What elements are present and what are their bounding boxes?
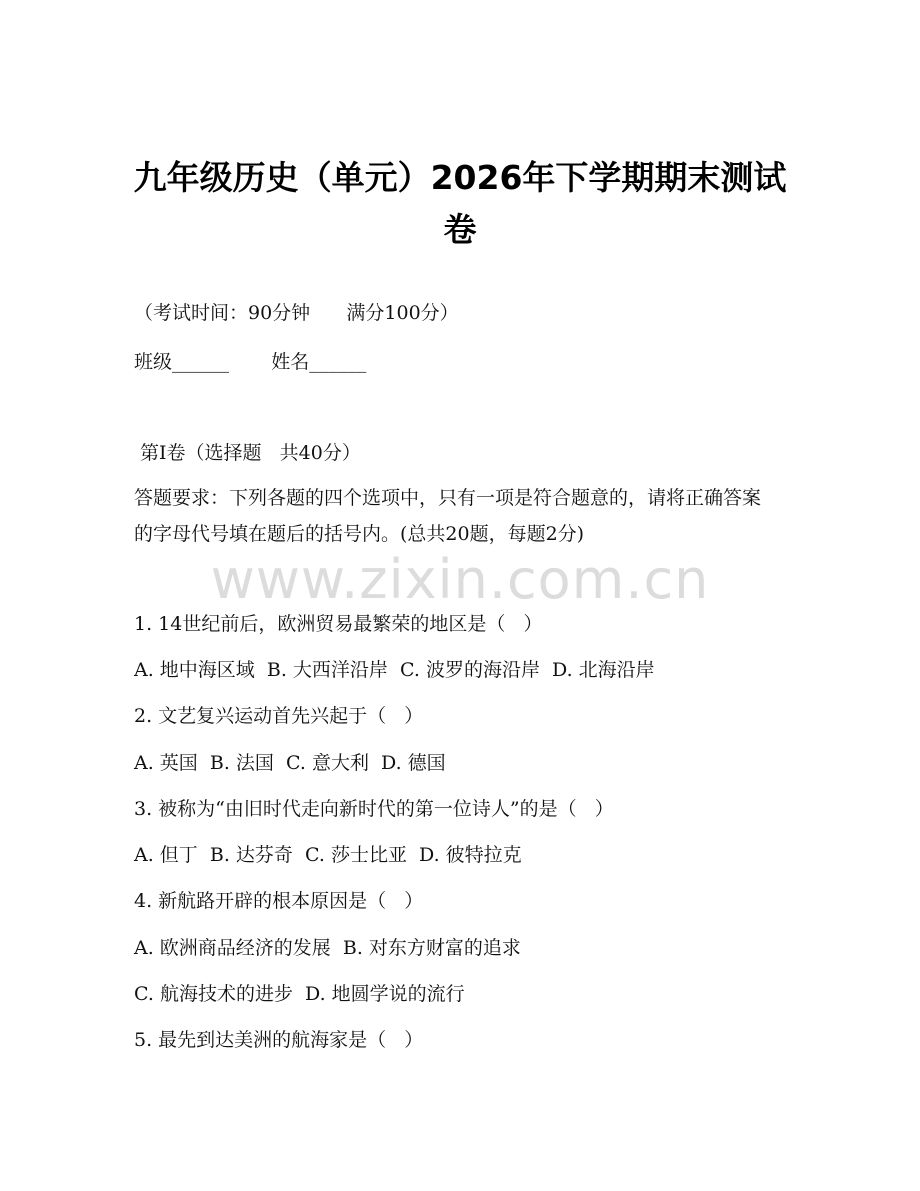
question-1-options: A. 地中海区域 B. 大西洋沿岸 C. 波罗的海沿岸 D. 北海沿岸 (134, 659, 655, 681)
instructions: 答题要求：下列各题的四个选项中，只有一项是符合题意的，请将正确答案的字母代号填在题后的括号内。(总共20题，每题2分) (134, 487, 762, 545)
question-1: 1. 14世纪前后，欧洲贸易最繁荣的地区是（ ） (134, 613, 543, 635)
title-line-1: 九年级历史（单元）2026年下学期期末测试 (133, 158, 787, 197)
exam-title (120, 152, 800, 256)
question-2: 2. 文艺复兴运动首先兴起于（ ） (134, 705, 424, 727)
question-4-options-row-2: C. 航海技术的进步 D. 地圆学说的流行 (134, 983, 465, 1005)
question-3-options: A. 但丁 B. 达芬奇 C. 莎士比亚 D. 彼特拉克 (134, 844, 522, 866)
question-4-options-row-1: A. 欧洲商品经济的发展 B. 对东方财富的追求 (134, 937, 521, 959)
question-4: 4. 新航路开辟的根本原因是（ ） (134, 890, 424, 912)
title-line-2: 卷 (443, 210, 477, 249)
question-5: 5. 最先到达美洲的航海家是（ ） (134, 1029, 424, 1051)
class-name-fields: 班级______ 姓名______ (134, 351, 367, 373)
question-2-options: A. 英国 B. 法国 C. 意大利 D. 德国 (134, 752, 446, 774)
exam-info: （考试时间：90分钟 满分100分） (134, 302, 459, 324)
watermark: www.zixin.com.cn (210, 548, 710, 611)
question-3: 3. 被称为“由旧时代走向新时代的第一位诗人”的是（ ） (134, 798, 614, 820)
section-heading: 第Ⅰ卷（选择题 共40分） (134, 442, 361, 464)
